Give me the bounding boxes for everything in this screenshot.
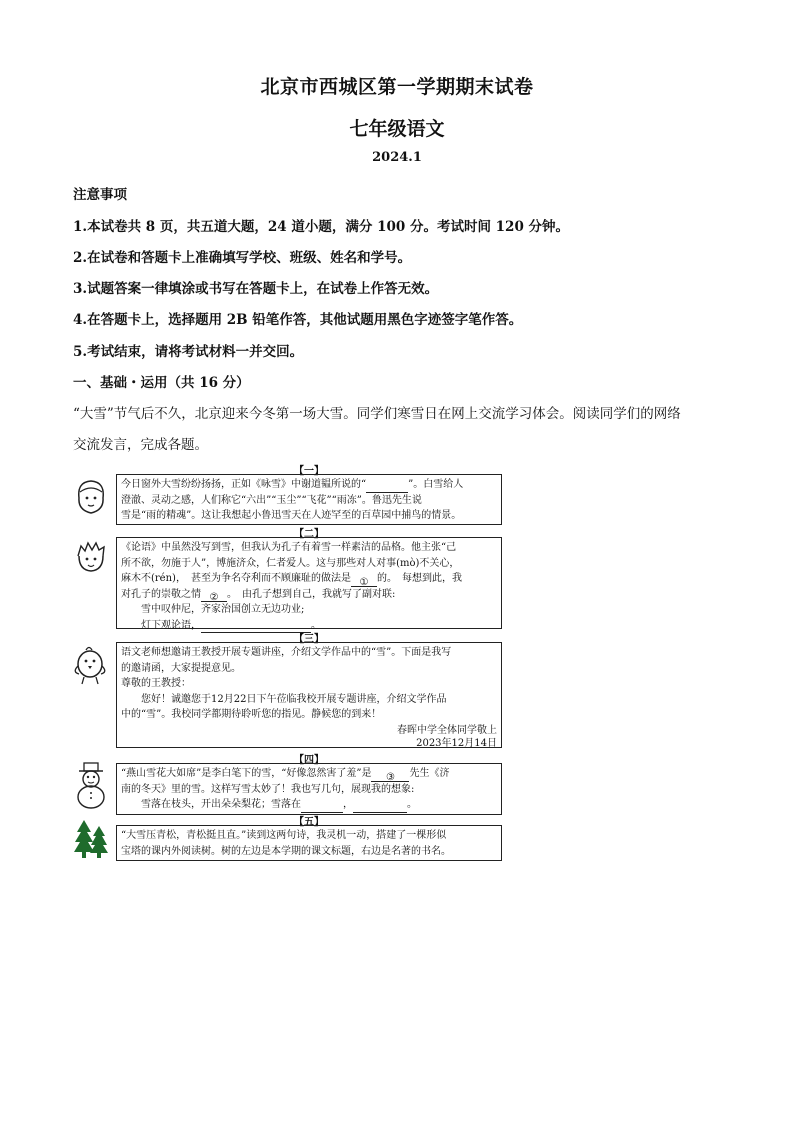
exam-subject: 七年级语文 — [349, 118, 445, 140]
notice-item-5: 5.考试结束，请将考试材料一并交回。 — [73, 344, 304, 360]
panel-3-label: 【三】 — [294, 634, 324, 645]
panel-3 — [116, 642, 502, 748]
letter-signature: 春晖中学全体同学敬上 — [397, 724, 497, 736]
panel-2-line4a: 对孔子的崇敬之情 — [121, 588, 201, 600]
girl-face-icon — [74, 478, 108, 516]
blank-2-marker: ② — [201, 590, 227, 602]
panel-3-line2: 的邀请函，大家提提意见。 — [121, 662, 241, 674]
panel-2-line2: 所不欲，勿施于人”，博施济众，仁者爱人。这与那些对人对事(mò)不关心， — [121, 557, 460, 569]
notice-item-2: 2.在试卷和答题卡上准确填写学校、班级、姓名和学号。 — [73, 250, 412, 266]
letter-body-line1: 您好！诚邀您于12月22日下午莅临我校开展专题讲座，介绍文学作品 — [141, 693, 447, 705]
exam-date: 2024.1 — [372, 150, 422, 165]
panel-3-line1: 语文老师想邀请王教授开展专题讲座，介绍文学作品中的“雪”。下面是我写 — [121, 647, 452, 658]
panel-1-label: 【一】 — [294, 466, 324, 477]
notice-item-4: 4.在答题卡上，选择题用 2B 铅笔作答，其他试题用黑色字迹签字笔作答。 — [73, 312, 523, 328]
panel-1 — [116, 474, 502, 525]
panel-5-label: 【五】 — [294, 817, 324, 828]
answer-blank — [366, 481, 408, 493]
panel-4-line1a: “燕山雪花大如席”是李白笔下的雪，“好像忽然害了羞”是 — [121, 768, 372, 779]
boy-face-icon — [74, 538, 108, 574]
section-heading: 一、基础・运用（共 16 分） — [73, 375, 250, 391]
panel-1-line1a: 今日窗外大雪纷纷扬扬，正如《咏雪》中谢道韫所说的“ — [121, 479, 367, 490]
panel-5-line2: 宝塔的课内外阅读树。树的左边是本学期的课文标题，右边是名著的书名。 — [121, 845, 451, 857]
snowman-icon — [72, 761, 110, 809]
panel-4-line1b: 先生《济 — [409, 768, 450, 779]
blank-1-marker: ① — [351, 575, 377, 587]
answer-blank — [353, 801, 407, 813]
bird-icon — [72, 644, 110, 688]
panel-1-line2: 澄澈、灵动之感，人们称它“六出”“玉尘”“飞花”“雨冻”。鲁迅先生说 — [121, 494, 422, 506]
panel-4-line2: 南的冬天》里的雪。这样写雪太妙了！我也写几句，展现我的想象: — [121, 783, 415, 795]
exam-title: 北京市西城区第一学期期末试卷 — [260, 76, 534, 98]
panel-1-line3: 雪是“雨的精魂”。这让我想起小鲁迅雪天在人迹罕至的百草园中捕鸟的情景。 — [121, 510, 462, 521]
section-intro-line2: 交流发言，完成各题。 — [73, 437, 208, 453]
blank-3-marker: ③ — [371, 770, 409, 782]
letter-body-line2: 中的“雪”。我校同学都期待聆听您的指见。静候您的到来！ — [121, 709, 382, 720]
panel-1-line1b: ”。白雪给人 — [408, 479, 464, 490]
panel-2-line1: 《论语》中虽然没写到雪，但我认为孔子有着雪一样素洁的品格。他主张“己 — [121, 542, 457, 553]
panel-4 — [116, 763, 502, 815]
notice-item-3: 3.试题答案一律填涂或书写在答题卡上，在试卷上作答无效。 — [73, 281, 439, 297]
notice-heading: 注意事项 — [73, 187, 127, 203]
answer-blank — [301, 801, 343, 813]
couplet-line1: 雪中叹仲尼，齐家治国创立无边功业; — [141, 604, 305, 615]
panel-4-line3b: ， — [343, 799, 353, 810]
couplet-line2: 灯下观论语， — [141, 619, 201, 631]
notice-item-1: 1.本试卷共 8 页，共五道大题，24 道小题，满分 100 分。考试时间 120 分钟。 — [73, 219, 570, 235]
panel-2-line3b: 的。 每想到此，我 — [376, 573, 462, 584]
panel-2-line4b: 。 由孔子想到自己，我就写了副对联: — [227, 588, 396, 600]
letter-salutation: 尊敬的王教授： — [121, 678, 191, 689]
panel-5-line1: “大雪压青松，青松挺且直。”读到这两句诗，我灵机一动，搭建了一棵形似 — [121, 830, 447, 841]
panel-4-line3a: 雪落在枝头，开出朵朵梨花；雪落在 — [141, 799, 301, 810]
panel-2-label: 【二】 — [294, 529, 324, 540]
panel-2-line3a: 麻木不(rén)， 甚至为争名夺利而不顾廉耻的做法是 — [121, 573, 351, 584]
letter-date: 2023年12月14日 — [416, 738, 497, 749]
panel-4-label: 【四】 — [294, 755, 324, 766]
panel-5 — [116, 825, 502, 861]
panel-4-line3c: 。 — [407, 799, 417, 810]
pine-trees-icon — [72, 818, 110, 860]
section-intro-line1: “大雪”节气后不久，北京迎来今冬第一场大雪。同学们寒雪日在网上交流学习体会。阅读同学们的网络 — [73, 406, 681, 422]
panel-2: 《论语》中虽然没写到雪，但我认为孔子有着雪一样素洁的品格。他主张“己 所不欲，勿施于人”，博施济众，仁者爱人。这与那些对人对事(mò)不关心， 麻木不(rén)， 甚至为争名夺利而不顾廉耻的做法是 ① 的。 每想到此，我 对孔子的崇敬之情 ② 。 由孔子想到自己，我就写了副对联: 雪中叹仲尼，齐家治国创立无边功业; 灯下观论语， 。 — [116, 537, 502, 629]
